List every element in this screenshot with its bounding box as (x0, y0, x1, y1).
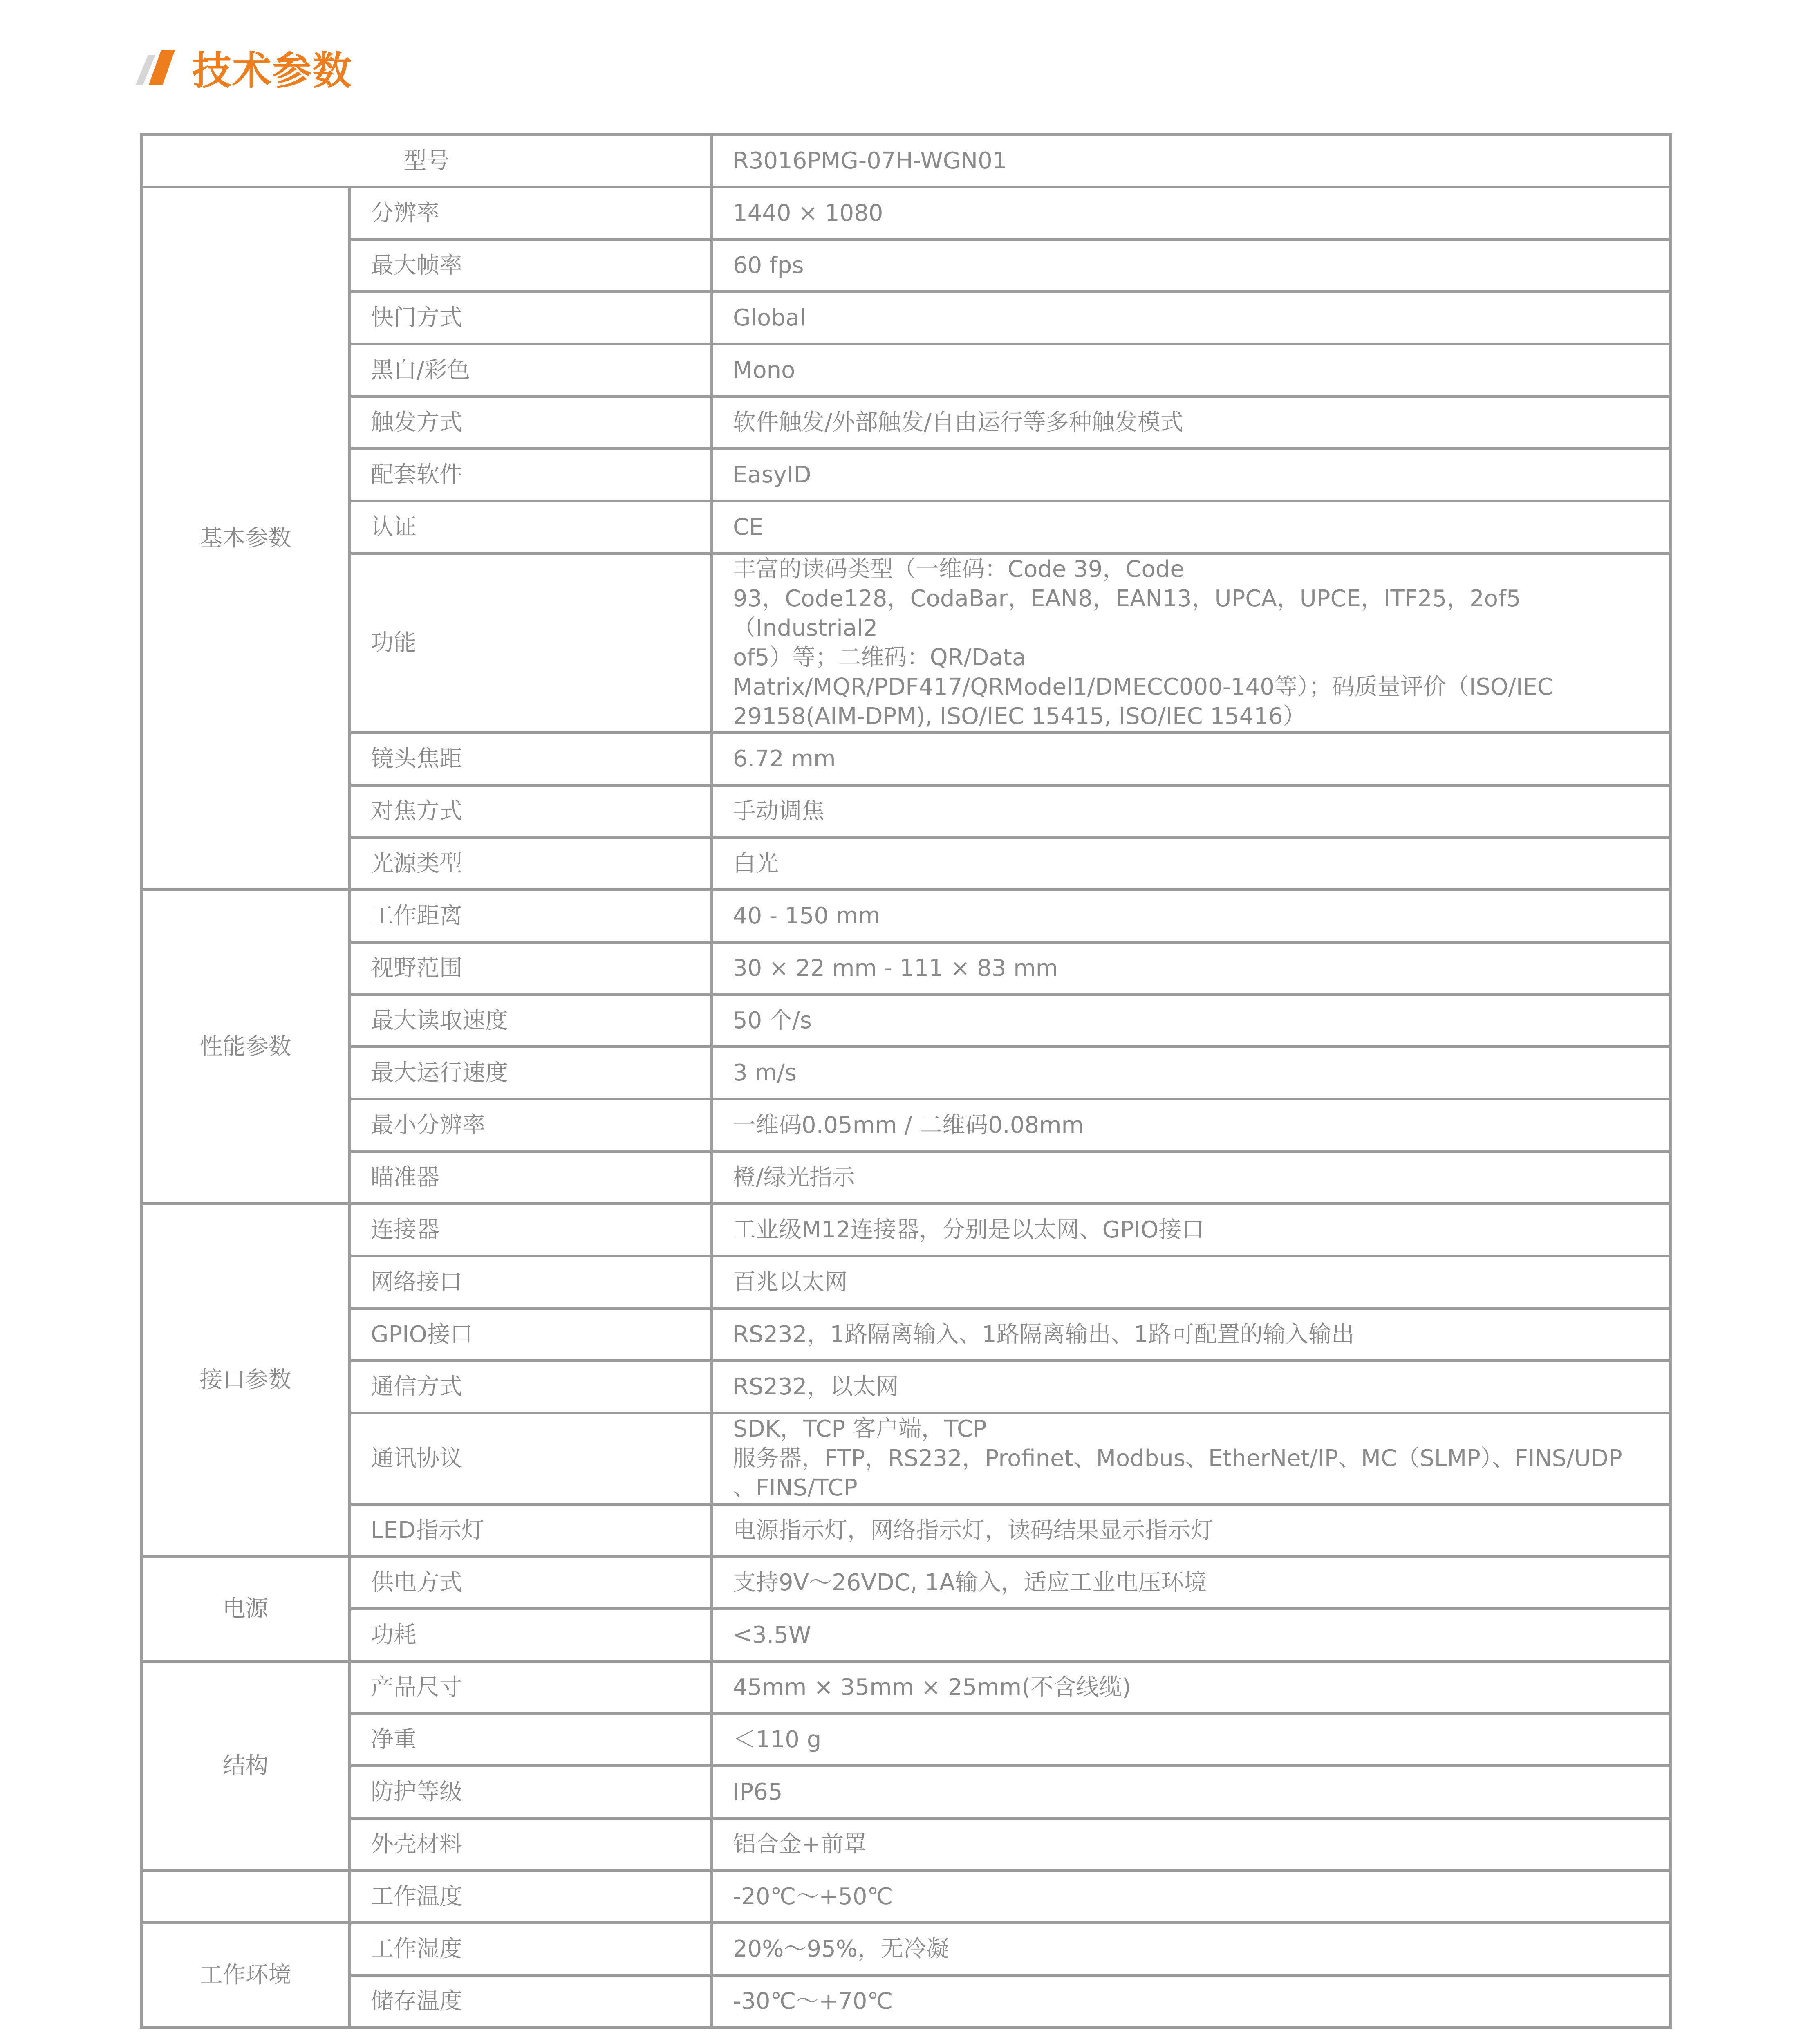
table-row (141, 1152, 1671, 1204)
param-value-cell: ＜110 g (712, 1714, 1671, 1766)
param-name-cell: 瞄准器 (350, 1152, 712, 1204)
param-name-cell: 对焦方式 (350, 785, 712, 838)
param-value-cell: 电源指示灯，网络指示灯，读码结果显示指示灯 (712, 1504, 1671, 1557)
table-row (141, 890, 1671, 942)
table-row (141, 501, 1671, 554)
param-value-cell: RS232，以太网 (712, 1361, 1671, 1413)
spec-table (140, 133, 1672, 2029)
param-value-cell: SDK，TCP 客户端，TCP 服务器，FTP，RS232，Profinet、Modbus、EtherNet/IP、MC（SLMP）、FINS/UDP 、FINS/TCP (712, 1413, 1671, 1504)
table-row (141, 187, 1671, 240)
param-value-cell: 铝合金+前罩 (712, 1818, 1671, 1871)
param-name-cell: 连接器 (350, 1204, 712, 1256)
param-name-cell: 功能 (350, 554, 712, 733)
param-value-cell: 支持9V～26VDC, 1A输入，适应工业电压环境 (712, 1557, 1671, 1609)
param-value-cell: 丰富的读码类型（一维码：Code 39，Code 93，Code128，CodaBar，EAN8，EAN13，UPCA，UPCE，ITF25，2of5（Industrial2 of5）等；二维码：QR/Data Matrix/MQR/PDF417/QRModel1/DMECC000-140等）；码质量评价（ISO/IEC 29158(AIM-DPM), ISO/IEC 15415, ISO/IEC 15416） (712, 554, 1671, 733)
param-name-cell: 净重 (350, 1714, 712, 1766)
param-value-cell: 20%～95%，无冷凝 (712, 1923, 1671, 1975)
table-row (141, 1309, 1671, 1361)
param-name-cell: LED指示灯 (350, 1504, 712, 1557)
param-name-cell: 通讯协议 (350, 1413, 712, 1504)
table-header-row (141, 135, 1671, 187)
model-label: 型号 (141, 135, 712, 187)
param-name-cell: 分辨率 (350, 187, 712, 240)
param-value-cell: <3.5W (712, 1609, 1671, 1661)
category-cell: 电源 (141, 1557, 350, 1661)
table-row (141, 1871, 1671, 1923)
param-name-cell: 网络接口 (350, 1256, 712, 1309)
table-row (141, 1504, 1671, 1557)
param-value-cell: 45mm × 35mm × 25mm(不含线缆) (712, 1661, 1671, 1714)
category-cell: 基本参数 (141, 187, 350, 890)
param-name-cell: 通信方式 (350, 1361, 712, 1413)
param-name-cell: 最大运行速度 (350, 1047, 712, 1099)
category-cell (141, 1871, 350, 1923)
table-row (141, 995, 1671, 1047)
param-name-cell: 最大读取速度 (350, 995, 712, 1047)
param-name-cell: 光源类型 (350, 838, 712, 890)
param-name-cell: 工作距离 (350, 890, 712, 942)
param-value-cell: -30℃～+70℃ (712, 1975, 1671, 2028)
table-row (141, 1923, 1671, 1975)
param-name-cell: 黑白/彩色 (350, 344, 712, 397)
table-row (141, 344, 1671, 397)
param-value-cell: 手动调焦 (712, 785, 1671, 838)
table-row (141, 785, 1671, 838)
table-row (141, 1818, 1671, 1871)
table-row (141, 397, 1671, 449)
param-name-cell: 工作温度 (350, 1871, 712, 1923)
section-title (135, 39, 352, 96)
param-name-cell: 视野范围 (350, 942, 712, 995)
param-name-cell: 功耗 (350, 1609, 712, 1661)
param-value-cell: Mono (712, 344, 1671, 397)
param-name-cell: 防护等级 (350, 1766, 712, 1818)
param-value-cell: 3 m/s (712, 1047, 1671, 1099)
table-row (141, 240, 1671, 292)
param-name-cell: 储存温度 (350, 1975, 712, 2028)
param-name-cell: 快门方式 (350, 292, 712, 344)
param-name-cell: 认证 (350, 501, 712, 554)
category-cell: 结构 (141, 1661, 350, 1871)
param-value-cell: CE (712, 501, 1671, 554)
param-value-cell: 百兆以太网 (712, 1256, 1671, 1309)
param-value-cell: 30 × 22 mm - 111 × 83 mm (712, 942, 1671, 995)
table-row (141, 449, 1671, 501)
param-name-cell: 配套软件 (350, 449, 712, 501)
table-row (141, 1766, 1671, 1818)
table-row (141, 838, 1671, 890)
table-row (141, 1256, 1671, 1309)
param-value-cell: 6.72 mm (712, 733, 1671, 785)
param-value-cell: IP65 (712, 1766, 1671, 1818)
table-row (141, 1204, 1671, 1256)
param-value-cell: -20℃～+50℃ (712, 1871, 1671, 1923)
param-name-cell: 产品尺寸 (350, 1661, 712, 1714)
category-cell: 接口参数 (141, 1204, 350, 1557)
param-value-cell: 60 fps (712, 240, 1671, 292)
category-cell: 工作环境 (141, 1923, 350, 2028)
param-name-cell: 最大帧率 (350, 240, 712, 292)
param-value-cell: 软件触发/外部触发/自由运行等多种触发模式 (712, 397, 1671, 449)
param-name-cell: GPIO接口 (350, 1309, 712, 1361)
param-value-cell: 白光 (712, 838, 1671, 890)
table-row (141, 1557, 1671, 1609)
param-value-cell: 橙/绿光指示 (712, 1152, 1671, 1204)
page-title: 技术参数 (192, 47, 352, 94)
slash-accent-icon (135, 47, 176, 88)
param-name-cell: 最小分辨率 (350, 1099, 712, 1152)
table-row (141, 1413, 1671, 1504)
param-name-cell: 触发方式 (350, 397, 712, 449)
table-row (141, 1975, 1671, 2028)
category-cell: 性能参数 (141, 890, 350, 1204)
param-value-cell: 40 - 150 mm (712, 890, 1671, 942)
table-row (141, 1047, 1671, 1099)
param-name-cell: 外壳材料 (350, 1818, 712, 1871)
param-value-cell: Global (712, 292, 1671, 344)
param-value-cell: RS232，1路隔离输入、1路隔离输出、1路可配置的输入输出 (712, 1309, 1671, 1361)
table-row (141, 292, 1671, 344)
param-name-cell: 镜头焦距 (350, 733, 712, 785)
param-name-cell: 工作湿度 (350, 1923, 712, 1975)
param-value-cell: 1440 × 1080 (712, 187, 1671, 240)
param-value-cell: 一维码0.05mm / 二维码0.08mm (712, 1099, 1671, 1152)
table-row (141, 1661, 1671, 1714)
param-value-cell: EasyID (712, 449, 1671, 501)
table-row (141, 554, 1671, 733)
table-row (141, 1099, 1671, 1152)
table-row (141, 1361, 1671, 1413)
model-value: R3016PMG-07H-WGN01 (712, 135, 1671, 187)
param-value-cell: 工业级M12连接器，分别是以太网、GPIO接口 (712, 1204, 1671, 1256)
table-row (141, 1609, 1671, 1661)
table-row (141, 942, 1671, 995)
table-row (141, 1714, 1671, 1766)
param-value-cell: 50 个/s (712, 995, 1671, 1047)
param-name-cell: 供电方式 (350, 1557, 712, 1609)
table-row (141, 733, 1671, 785)
